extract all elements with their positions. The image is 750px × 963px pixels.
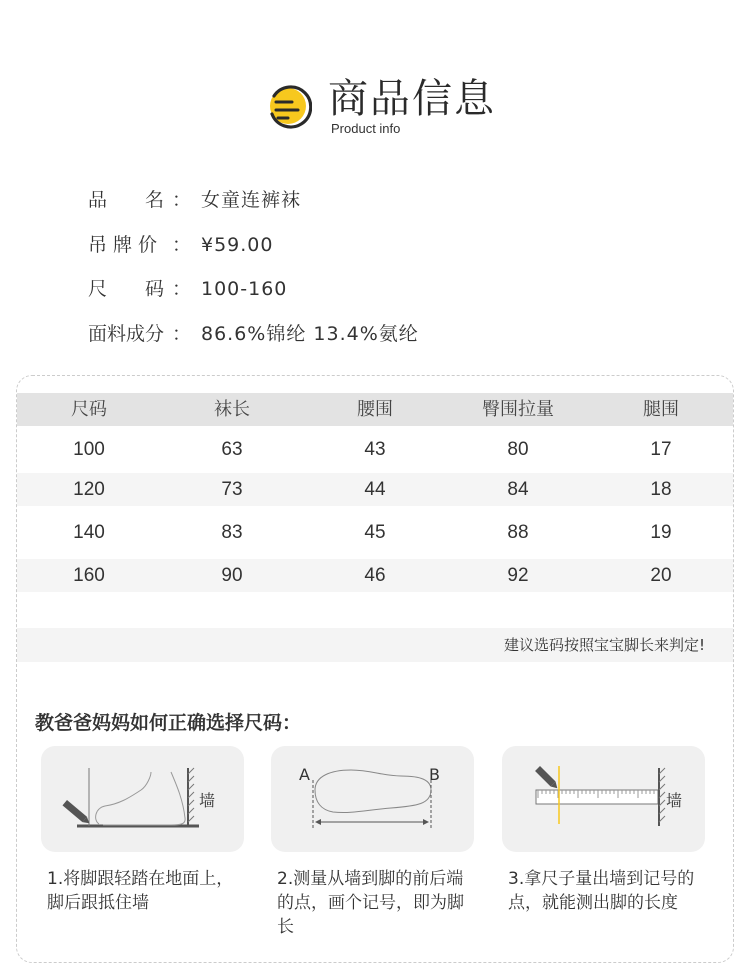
- table-cell: 140: [73, 522, 105, 543]
- step-2-text: 2.测量从墙到脚的前后端的点，画个记号，即为脚长: [277, 869, 464, 937]
- material-value: 86.6%锦纶 13.4%氨纶: [201, 322, 419, 345]
- name-colon: ：: [172, 189, 192, 211]
- size-table: [17, 393, 734, 592]
- guide-step-2: [271, 746, 474, 939]
- info-row-price: [88, 227, 688, 272]
- info-row-size: [88, 271, 688, 316]
- wall-label: 墙: [199, 791, 216, 810]
- name-label: 品 名: [88, 189, 165, 211]
- header-cell: 尺码: [71, 399, 107, 420]
- table-cell: 46: [364, 565, 386, 586]
- guide-step-3: [502, 746, 705, 915]
- table-cell: 80: [507, 439, 529, 460]
- table-cell: 160: [73, 565, 105, 586]
- table-cell: 73: [221, 479, 243, 500]
- table-cell: 84: [507, 479, 529, 500]
- header-cell: 腰围: [357, 399, 393, 420]
- table-row: [17, 506, 734, 559]
- step-1-text: 1.将脚跟轻踏在地面上，脚后跟抵住墙: [47, 869, 234, 913]
- size-label: 尺 码: [88, 278, 165, 300]
- point-a-label: A: [299, 765, 310, 784]
- header-cell: 臀围拉量: [482, 399, 554, 420]
- table-cell: 18: [650, 479, 672, 500]
- table-cell: 44: [364, 479, 386, 500]
- step-1-illustration: [41, 746, 244, 852]
- guide-title: 教爸爸妈妈如何正确选择尺码：: [35, 712, 302, 734]
- header-cell: 袜长: [214, 399, 250, 420]
- step-3-illustration: [502, 746, 705, 852]
- table-cell: 45: [364, 522, 386, 543]
- table-cell: 19: [650, 522, 672, 543]
- price-colon: ：: [172, 233, 192, 256]
- point-b-label: B: [429, 765, 440, 784]
- table-cell: 90: [221, 565, 243, 586]
- price-label: 吊牌价: [88, 233, 164, 256]
- info-row-name: [88, 182, 688, 227]
- table-row: [17, 559, 734, 592]
- foot-against-wall-icon: [41, 746, 244, 852]
- price-value: ¥59.00: [201, 233, 274, 256]
- table-cell: 100: [73, 439, 105, 460]
- size-guide-card: [16, 375, 734, 963]
- guide-step-1: [41, 746, 244, 915]
- material-label: 面料成分: [88, 322, 165, 345]
- table-cell: 88: [507, 522, 529, 543]
- page-title: 商品信息: [328, 76, 496, 122]
- info-row-material: [88, 316, 688, 361]
- table-row: [17, 473, 734, 506]
- header-cell: 腿围: [643, 399, 679, 420]
- table-cell: 17: [650, 439, 672, 460]
- table-cell: 43: [364, 439, 386, 460]
- size-value: 100-160: [201, 278, 288, 300]
- step-3-text: 3.拿尺子量出墙到记号的点，就能测出脚的长度: [508, 869, 695, 913]
- name-value: 女童连裤袜: [201, 189, 302, 211]
- size-advice-bar: [17, 628, 734, 662]
- table-cell: 92: [507, 565, 529, 586]
- size-colon: ：: [172, 278, 192, 300]
- material-colon: ：: [172, 322, 192, 345]
- ruler-measure-icon: [502, 746, 705, 852]
- step-2-illustration: [271, 746, 474, 852]
- table-cell: 120: [73, 479, 105, 500]
- product-info-list: [88, 182, 688, 360]
- table-row: [17, 426, 734, 473]
- table-cell: 20: [650, 565, 672, 586]
- size-advice-note: 建议选码按照宝宝脚长来判定!: [503, 636, 705, 654]
- page-subtitle: Product info: [331, 121, 401, 136]
- table-cell: 83: [221, 522, 243, 543]
- foot-outline-measure-icon: [271, 746, 474, 852]
- product-info-header: [0, 0, 750, 160]
- table-cell: 63: [221, 439, 243, 460]
- document-list-icon: [262, 84, 312, 132]
- wall-label: 墙: [666, 791, 683, 810]
- table-header-row: [17, 393, 734, 426]
